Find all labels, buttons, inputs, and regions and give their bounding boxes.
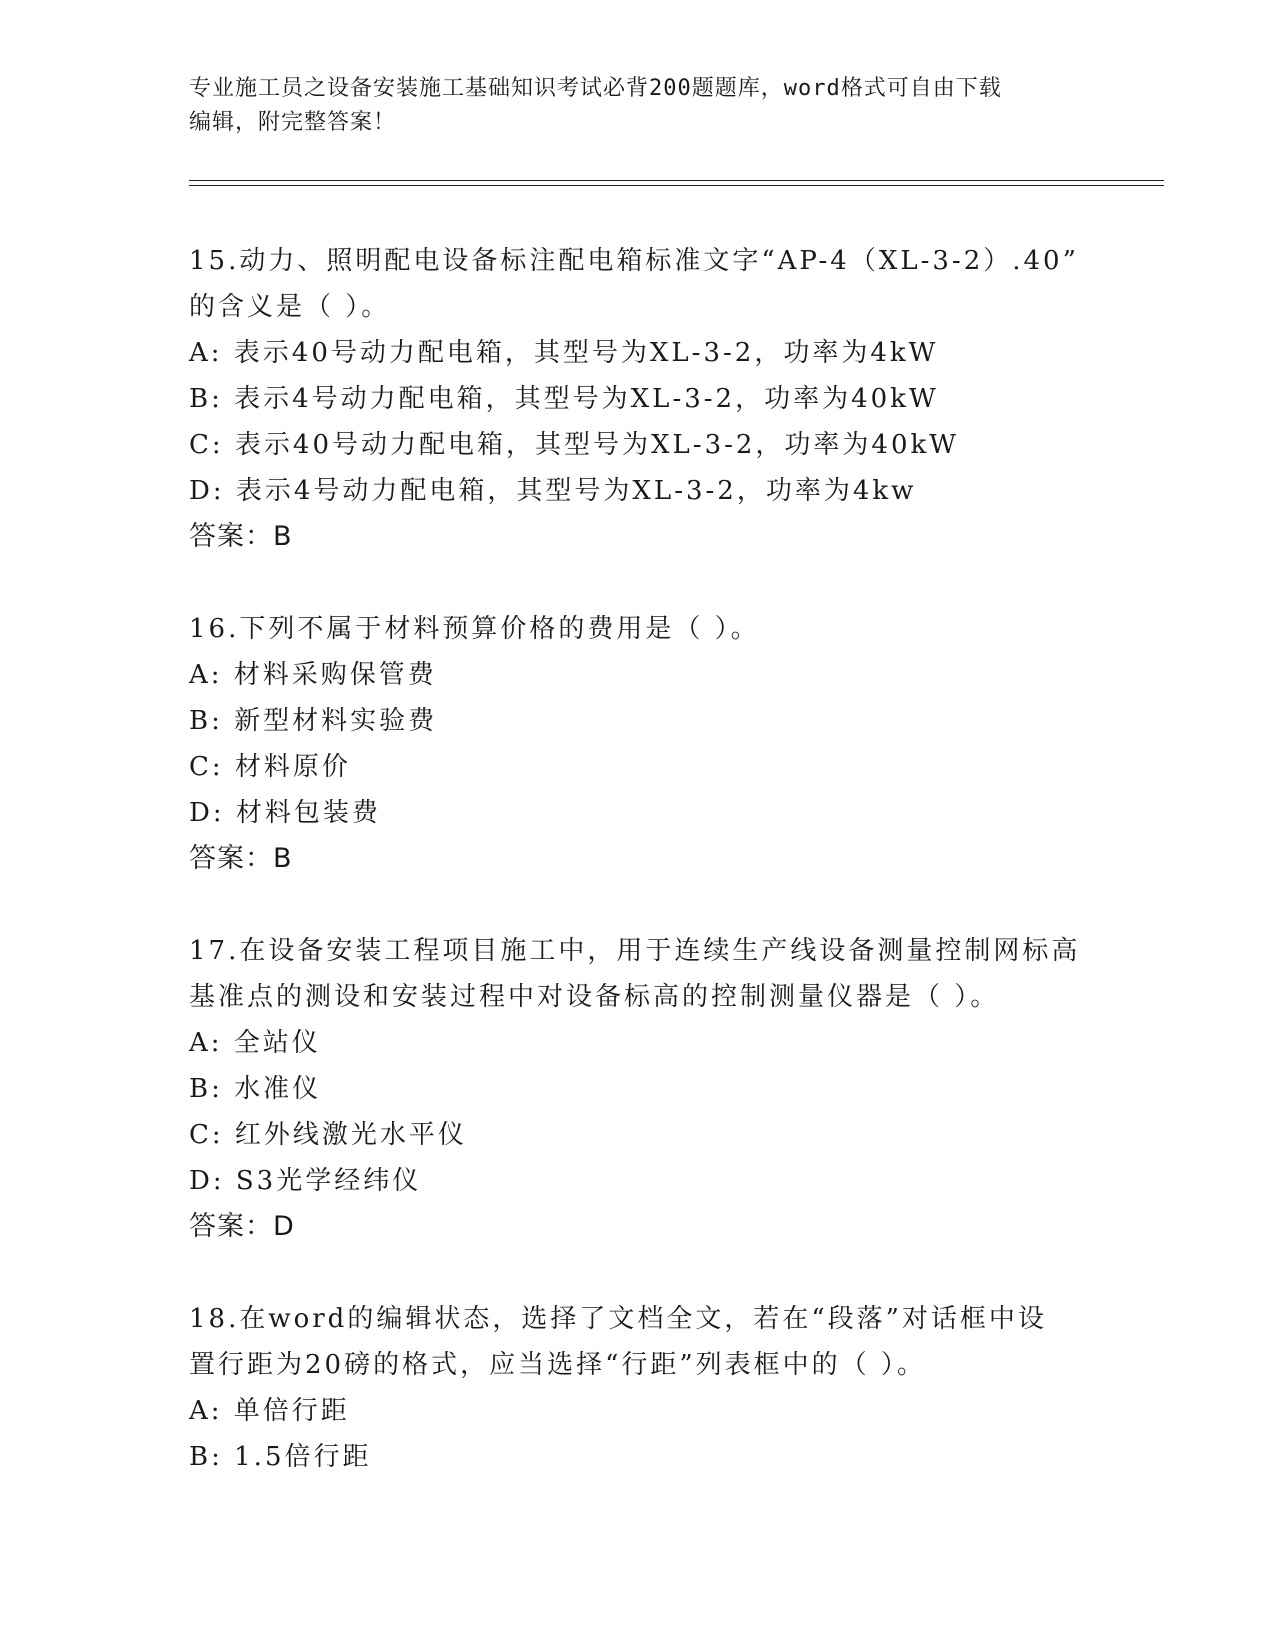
option-b: B: 表示4号动力配电箱，其型号为XL-3-2，功率为40kW xyxy=(189,384,939,414)
question-stem-line: 基准点的测设和安装过程中对设备标高的控制测量仪器是（ ）。 xyxy=(189,982,1000,1012)
document-header xyxy=(189,72,1089,140)
question-stem-line: 15.动力、照明配电设备标注配电箱标准文字“AP-4（XL-3-2）.40” xyxy=(189,246,1079,276)
question-15 xyxy=(189,238,1089,560)
question-stem-line: 的含义是（ ）。 xyxy=(189,292,391,322)
answer-label: 答案：B xyxy=(189,843,293,874)
question-stem-line: 16.下列不属于材料预算价格的费用是（ ）。 xyxy=(189,614,760,644)
question-16 xyxy=(189,606,1089,882)
answer-label: 答案：B xyxy=(189,521,293,552)
option-c: C: 材料原价 xyxy=(189,752,351,782)
option-a: A: 全站仪 xyxy=(189,1028,321,1058)
question-list xyxy=(189,238,1089,1526)
question-17 xyxy=(189,928,1089,1250)
option-a: A: 单倍行距 xyxy=(189,1396,350,1426)
option-d: D: 材料包装费 xyxy=(189,798,381,828)
header-title-line-2: 编辑，附完整答案！ xyxy=(189,110,397,135)
option-a: A: 表示40号动力配电箱，其型号为XL-3-2，功率为4kW xyxy=(189,338,939,368)
question-18 xyxy=(189,1296,1089,1480)
header-title-line-1: 专业施工员之设备安装施工基础知识考试必背200题题库，word格式可自由下载 xyxy=(189,76,1002,101)
header-divider-top xyxy=(189,180,1164,181)
header-divider-bottom xyxy=(189,185,1164,186)
option-b: B: 1.5倍行距 xyxy=(189,1442,372,1472)
option-c: C: 表示40号动力配电箱，其型号为XL-3-2，功率为40kW xyxy=(189,430,959,460)
option-d: D: S3光学经纬仪 xyxy=(189,1166,422,1196)
question-stem-line: 18.在word的编辑状态，选择了文档全文，若在“段落”对话框中设 xyxy=(189,1304,1047,1334)
question-stem-line: 17.在设备安装工程项目施工中，用于连续生产线设备测量控制网标高 xyxy=(189,936,1081,966)
option-b: B: 新型材料实验费 xyxy=(189,706,438,736)
answer-label: 答案：D xyxy=(189,1211,295,1242)
option-a: A: 材料采购保管费 xyxy=(189,660,437,690)
question-stem-line: 置行距为20磅的格式，应当选择“行距”列表框中的（ ）。 xyxy=(189,1350,926,1380)
option-b: B: 水准仪 xyxy=(189,1074,322,1104)
option-c: C: 红外线激光水平仪 xyxy=(189,1120,467,1150)
option-d: D: 表示4号动力配电箱，其型号为XL-3-2，功率为4kw xyxy=(189,476,917,506)
